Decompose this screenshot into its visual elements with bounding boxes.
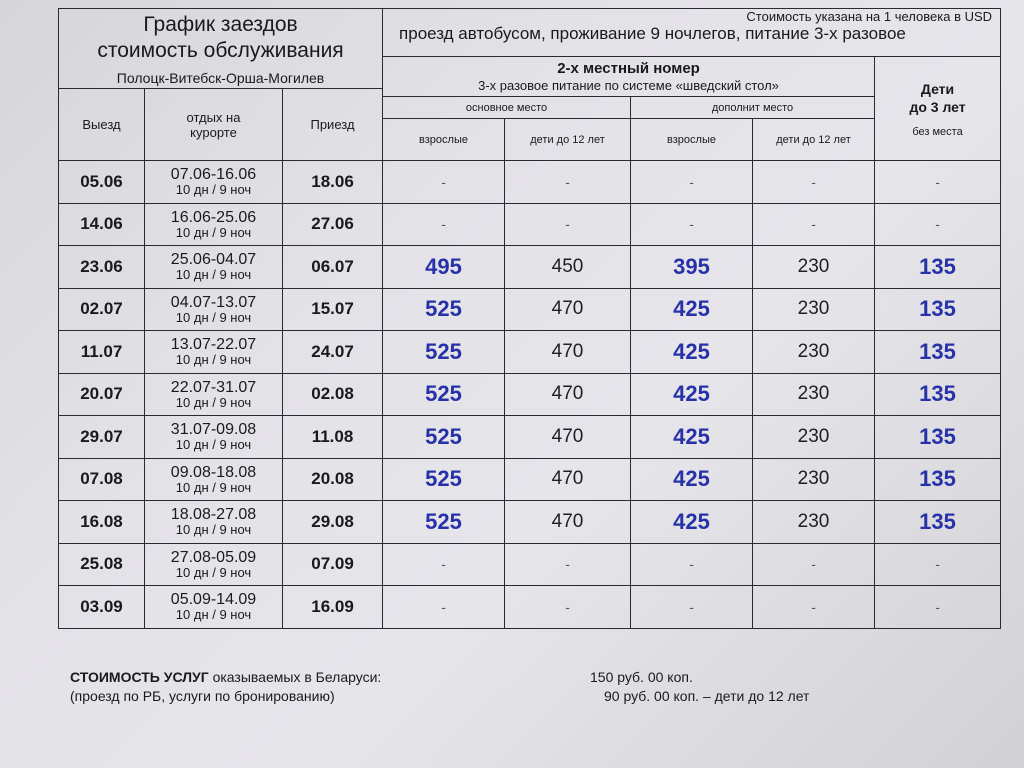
room-header-cell — [383, 57, 875, 97]
rest-period — [145, 203, 283, 246]
main-place: основное место — [383, 97, 631, 119]
col-arrival: Приезд — [283, 89, 383, 161]
extra-adults: взрослые — [631, 119, 753, 161]
price-extra-child: 230 — [753, 458, 875, 501]
arrival-date: 11.08 — [283, 416, 383, 459]
price-main-child: 450 — [505, 246, 631, 289]
price-child: 90 руб. 00 коп. – дети до 12 лет — [604, 688, 810, 704]
price-main-adult: 525 — [383, 416, 505, 459]
col-rest — [145, 89, 283, 161]
price-main-adult: 525 — [383, 331, 505, 374]
departure-date: 11.07 — [59, 331, 145, 374]
price-main-adult: - — [383, 161, 505, 204]
arrival-date: 29.08 — [283, 501, 383, 544]
price-main-child: 470 — [505, 416, 631, 459]
price-main-child: - — [505, 161, 631, 204]
rest-dates: 13.07-22.07 — [170, 336, 257, 354]
price-extra-child: 230 — [753, 246, 875, 289]
price-main-child: 470 — [505, 331, 631, 374]
price-main-adult: 525 — [383, 373, 505, 416]
price-kids-under-3: 135 — [875, 501, 1001, 544]
arrival-date: 15.07 — [283, 288, 383, 331]
rest-period — [145, 501, 283, 544]
departure-date: 25.08 — [59, 543, 145, 586]
rest-dates: 05.09-14.09 — [170, 591, 257, 609]
rest-period — [145, 458, 283, 501]
rest-duration: 10 дн / 9 ноч — [175, 522, 252, 538]
price-kids-under-3: 135 — [875, 246, 1001, 289]
price-extra-adult: - — [631, 203, 753, 246]
title-line-1: График заездов — [143, 12, 298, 36]
rest-duration: 10 дн / 9 ноч — [175, 224, 252, 240]
departure-date: 03.09 — [59, 586, 145, 629]
kids-title-2: до 3 лет — [909, 98, 966, 115]
services-label-rest: оказываемых в Беларуси: — [208, 669, 382, 685]
schedule-table — [58, 8, 1001, 629]
rest-duration: 10 дн / 9 ноч — [175, 479, 252, 495]
price-extra-adult: 425 — [631, 458, 753, 501]
price-kids-under-3: - — [875, 543, 1001, 586]
price-main-adult: - — [383, 203, 505, 246]
extra-children: дети до 12 лет — [753, 119, 875, 161]
rest-dates: 18.08-27.08 — [170, 506, 257, 524]
rest-period — [145, 373, 283, 416]
rest-duration: 10 дн / 9 ноч — [175, 182, 252, 198]
price-extra-adult: 425 — [631, 501, 753, 544]
arrival-date: 18.06 — [283, 161, 383, 204]
departure-date: 20.07 — [59, 373, 145, 416]
rest-dates: 07.06-16.06 — [170, 166, 257, 184]
rest-period — [145, 246, 283, 289]
price-extra-child: 230 — [753, 501, 875, 544]
price-extra-adult: - — [631, 161, 753, 204]
title-cell — [59, 9, 383, 89]
rest-period — [145, 416, 283, 459]
kids-header-cell — [875, 57, 1001, 161]
table-row — [59, 288, 1001, 331]
table-row — [59, 331, 1001, 374]
table-row — [59, 246, 1001, 289]
price-extra-adult: 425 — [631, 288, 753, 331]
extra-place: дополнит место — [631, 97, 875, 119]
price-kids-under-3: 135 — [875, 373, 1001, 416]
price-extra-adult: 395 — [631, 246, 753, 289]
price-extra-child: 230 — [753, 331, 875, 374]
table-row — [59, 373, 1001, 416]
price-main-child: - — [505, 586, 631, 629]
rest-period — [145, 543, 283, 586]
price-kids-under-3: - — [875, 203, 1001, 246]
table-row — [59, 458, 1001, 501]
arrival-date: 07.09 — [283, 543, 383, 586]
rest-duration: 10 дн / 9 ноч — [175, 309, 252, 325]
route: Полоцк-Витебск-Орша-Могилев — [116, 69, 325, 86]
price-adult: 150 руб. 00 коп. — [590, 669, 693, 685]
price-main-child: - — [505, 203, 631, 246]
rest-period — [145, 586, 283, 629]
arrival-date: 20.08 — [283, 458, 383, 501]
price-extra-adult: 425 — [631, 331, 753, 374]
departure-date: 05.06 — [59, 161, 145, 204]
price-extra-child: - — [753, 161, 875, 204]
table-row — [59, 161, 1001, 204]
arrival-date: 16.09 — [283, 586, 383, 629]
arrival-date: 06.07 — [283, 246, 383, 289]
table-row — [59, 586, 1001, 629]
rest-duration: 10 дн / 9 ноч — [175, 564, 252, 580]
price-extra-child: - — [753, 203, 875, 246]
price-main-adult: 525 — [383, 288, 505, 331]
rest-dates: 27.08-05.09 — [170, 548, 257, 566]
departure-date: 02.07 — [59, 288, 145, 331]
price-main-adult: - — [383, 586, 505, 629]
services-label — [70, 668, 381, 687]
main-adults: взрослые — [383, 119, 505, 161]
price-main-child: 470 — [505, 288, 631, 331]
rest-duration: 10 дн / 9 ноч — [175, 352, 252, 368]
price-main-child: 470 — [505, 458, 631, 501]
rest-dates: 09.08-18.08 — [170, 463, 257, 481]
price-main-child: - — [505, 543, 631, 586]
footer-left — [70, 668, 381, 706]
rest-duration: 10 дн / 9 ноч — [175, 437, 252, 453]
kids-sub: без места — [912, 125, 963, 138]
price-kids-under-3: 135 — [875, 416, 1001, 459]
price-main-adult: 495 — [383, 246, 505, 289]
price-extra-child: - — [753, 586, 875, 629]
kids-title-1: Дети — [920, 80, 955, 97]
price-kids-under-3: 135 — [875, 331, 1001, 374]
price-main-adult: 525 — [383, 501, 505, 544]
table-row — [59, 543, 1001, 586]
arrival-date: 24.07 — [283, 331, 383, 374]
price-extra-child: 230 — [753, 288, 875, 331]
price-main-adult: - — [383, 543, 505, 586]
price-extra-adult: 425 — [631, 373, 753, 416]
rest-dates: 16.06-25.06 — [170, 208, 257, 226]
rest-dates: 04.07-13.07 — [170, 293, 257, 311]
trip-header-cell — [383, 9, 1001, 57]
departure-date: 16.08 — [59, 501, 145, 544]
meal-description: 3-х разовое питание по системе «шведский стол» — [478, 77, 779, 93]
price-kids-under-3: - — [875, 161, 1001, 204]
currency-note: Стоимость указана на 1 человека в USD — [746, 9, 993, 24]
price-main-adult: 525 — [383, 458, 505, 501]
title-line-2: стоимость обслуживания — [97, 38, 344, 62]
rest-period — [145, 331, 283, 374]
rest-duration: 10 дн / 9 ноч — [175, 394, 252, 410]
price-extra-child: - — [753, 543, 875, 586]
rest-dates: 31.07-09.08 — [170, 421, 257, 439]
price-extra-child: 230 — [753, 373, 875, 416]
rest-duration: 10 дн / 9 ноч — [175, 267, 252, 283]
main-children: дети до 12 лет — [505, 119, 631, 161]
table-row — [59, 501, 1001, 544]
table-row — [59, 416, 1001, 459]
price-main-child: 470 — [505, 501, 631, 544]
table-row — [59, 203, 1001, 246]
rest-period — [145, 161, 283, 204]
col-rest-line-1: отдых на — [186, 109, 241, 125]
rest-duration: 10 дн / 9 ноч — [175, 607, 252, 623]
services-note: (проезд по РБ, услуги по бронированию) — [70, 688, 335, 704]
arrival-date: 02.08 — [283, 373, 383, 416]
departure-date: 07.08 — [59, 458, 145, 501]
trip-description: проезд автобусом, проживание 9 ночлегов, питание 3-х разовое — [399, 24, 906, 43]
price-kids-under-3: 135 — [875, 288, 1001, 331]
price-extra-adult: - — [631, 543, 753, 586]
rest-dates: 25.06-04.07 — [170, 251, 257, 269]
arrival-date: 27.06 — [283, 203, 383, 246]
departure-date: 14.06 — [59, 203, 145, 246]
col-departure: Выезд — [59, 89, 145, 161]
departure-date: 29.07 — [59, 416, 145, 459]
footer-right — [590, 668, 809, 706]
price-kids-under-3: 135 — [875, 458, 1001, 501]
price-kids-under-3: - — [875, 586, 1001, 629]
col-rest-line-2: курорте — [190, 124, 237, 140]
rest-period — [145, 288, 283, 331]
room-type: 2-х местный номер — [557, 59, 700, 77]
price-extra-child: 230 — [753, 416, 875, 459]
rest-dates: 22.07-31.07 — [170, 378, 257, 396]
departure-date: 23.06 — [59, 246, 145, 289]
price-main-child: 470 — [505, 373, 631, 416]
services-label-bold: СТОИМОСТЬ УСЛУГ — [70, 669, 209, 685]
price-extra-adult: - — [631, 586, 753, 629]
price-extra-adult: 425 — [631, 416, 753, 459]
